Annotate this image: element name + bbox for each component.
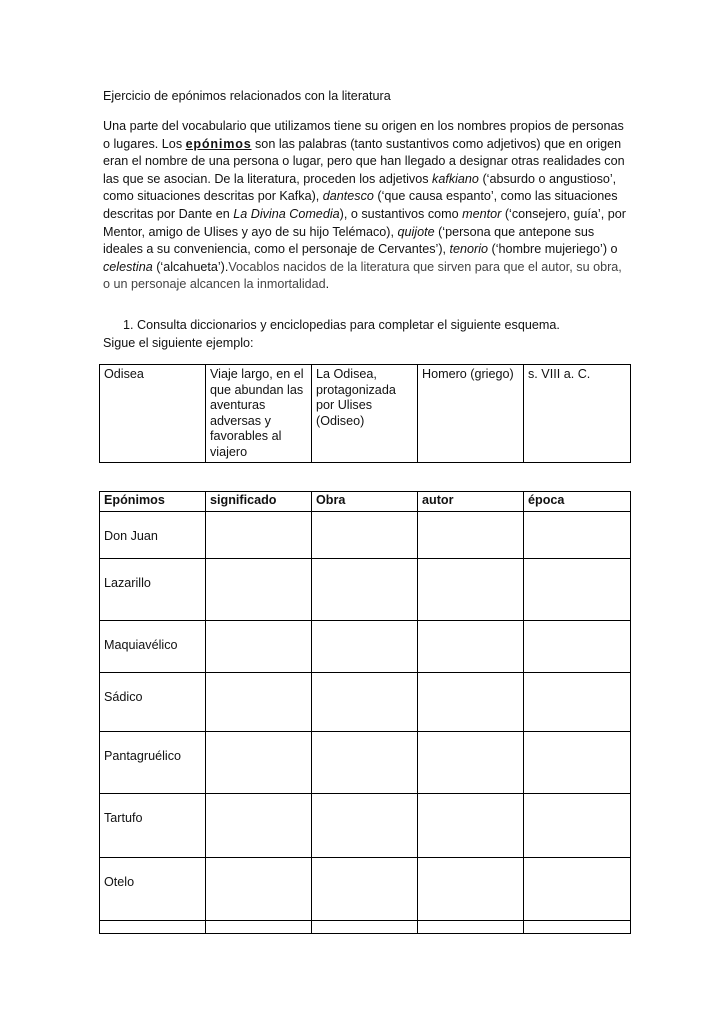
row-label: Lazarillo xyxy=(100,558,206,620)
row-label: Don Juan xyxy=(100,511,206,558)
header-significado: significado xyxy=(206,492,312,512)
answer-cell[interactable] xyxy=(524,857,631,920)
header-obra: Obra xyxy=(312,492,418,512)
keyword-eponimos: epónimos xyxy=(185,136,252,151)
intro-text: (‘alcahueta’). xyxy=(152,259,229,274)
answer-cell[interactable] xyxy=(524,672,631,731)
answer-cell[interactable] xyxy=(312,672,418,731)
answer-cell[interactable] xyxy=(524,620,631,672)
intro-text: (‘absurdo o angustioso’, como situaciones descritas por Kafka), xyxy=(103,171,617,204)
answer-cell[interactable] xyxy=(206,620,312,672)
example-word: mentor xyxy=(462,206,502,221)
intro-text: son las palabras (tanto sustantivos como adjetivos) que en origen eran el nombre de una persona o lugar, pero que han llegado a designar otras realidades con las que se asocian. De la literatura, proceden los adjetivos xyxy=(103,136,625,186)
intro-text: (‘que causa espanto’, como las situaciones descritas por Dante en xyxy=(103,189,618,221)
example-word: kafkiano xyxy=(432,171,479,186)
answer-cell[interactable] xyxy=(418,920,524,933)
answer-cell[interactable] xyxy=(206,857,312,920)
row-label: Otelo xyxy=(100,857,206,920)
answer-cell[interactable] xyxy=(524,511,631,558)
answer-cell[interactable] xyxy=(312,920,418,933)
answer-cell[interactable] xyxy=(100,920,206,933)
row-label: Sádico xyxy=(100,672,206,731)
answer-cell[interactable] xyxy=(524,793,631,857)
table-row xyxy=(100,620,631,672)
intro-text: (‘consejero, guía’, por Mentor, amigo de Ulises y ayo de su hijo Telémaco), xyxy=(103,206,626,239)
table-row xyxy=(100,731,631,793)
answer-cell[interactable] xyxy=(418,731,524,793)
table-row xyxy=(100,511,631,558)
answer-cell[interactable] xyxy=(418,620,524,672)
example-cell-significado: Viaje largo, en el que abundan las aventuras adversas y favorables al viajero xyxy=(206,365,312,463)
intro-text: (‘persona que antepone sus ideales a su conveniencia, como el personaje de Cervantes’), xyxy=(103,224,595,257)
example-cell-autor: Homero (griego) xyxy=(418,365,524,463)
table-row xyxy=(100,857,631,920)
intro-text: Una parte del vocabulario que utilizamos tiene su origen en los nombres propios de personas o lugares. Los xyxy=(103,119,624,151)
intro-paragraph xyxy=(103,118,628,294)
example-table xyxy=(99,364,631,463)
intro-closing: Vocablos nacidos de la literatura que sirven para que el autor, su obra, o un personaje alcancen la inmortalidad xyxy=(103,259,622,292)
table-header-row xyxy=(100,492,631,512)
answer-cell[interactable] xyxy=(206,731,312,793)
row-label: Tartufo xyxy=(100,793,206,857)
intro-text: . xyxy=(325,277,330,292)
answer-cell[interactable] xyxy=(206,920,312,933)
example-cell-obra: La Odisea, protagonizada por Ulises (Odiseo) xyxy=(312,365,418,463)
question-1: 1. Consulta diccionarios y enciclopedias para completar el siguiente esquema. xyxy=(123,318,560,332)
answer-cell[interactable] xyxy=(418,857,524,920)
answer-cell[interactable] xyxy=(312,793,418,857)
example-word: quijote xyxy=(397,224,435,239)
table-row xyxy=(100,558,631,620)
header-epoca: época xyxy=(524,492,631,512)
example-word: dantesco xyxy=(322,189,374,204)
example-word: tenorio xyxy=(449,242,489,257)
question-1-continuation: Sigue el siguiente ejemplo: xyxy=(103,336,254,350)
answer-cell[interactable] xyxy=(206,672,312,731)
example-row xyxy=(100,365,631,463)
row-label: Maquiavélico xyxy=(100,620,206,672)
intro-text: ), o sustantivos como xyxy=(339,206,463,221)
row-label: Pantagruélico xyxy=(100,731,206,793)
answer-cell[interactable] xyxy=(418,672,524,731)
answer-cell[interactable] xyxy=(206,558,312,620)
answer-cell[interactable] xyxy=(206,793,312,857)
example-cell-epoca: s. VIII a. C. xyxy=(524,365,631,463)
table-row xyxy=(100,793,631,857)
example-cell-eponimo: Odisea xyxy=(100,365,206,463)
example-word: celestina xyxy=(103,259,153,274)
answer-cell[interactable] xyxy=(418,558,524,620)
answer-cell[interactable] xyxy=(524,558,631,620)
answer-cell[interactable] xyxy=(418,793,524,857)
answer-cell[interactable] xyxy=(524,731,631,793)
table-row xyxy=(100,672,631,731)
answer-cell[interactable] xyxy=(312,511,418,558)
answer-cell[interactable] xyxy=(312,731,418,793)
answer-cell[interactable] xyxy=(418,511,524,558)
exercise-title: Ejercicio de epónimos relacionados con la literatura xyxy=(103,89,391,103)
table-row-empty xyxy=(100,920,631,933)
answer-cell[interactable] xyxy=(524,920,631,933)
example-work-title: La Divina Comedia xyxy=(233,206,340,221)
header-autor: autor xyxy=(418,492,524,512)
intro-text: (‘hombre mujeriego’) o xyxy=(488,242,618,257)
answer-cell[interactable] xyxy=(312,620,418,672)
eponyms-table xyxy=(99,491,631,934)
answer-cell[interactable] xyxy=(312,857,418,920)
answer-cell[interactable] xyxy=(312,558,418,620)
header-eponimos: Epónimos xyxy=(100,492,206,512)
answer-cell[interactable] xyxy=(206,511,312,558)
